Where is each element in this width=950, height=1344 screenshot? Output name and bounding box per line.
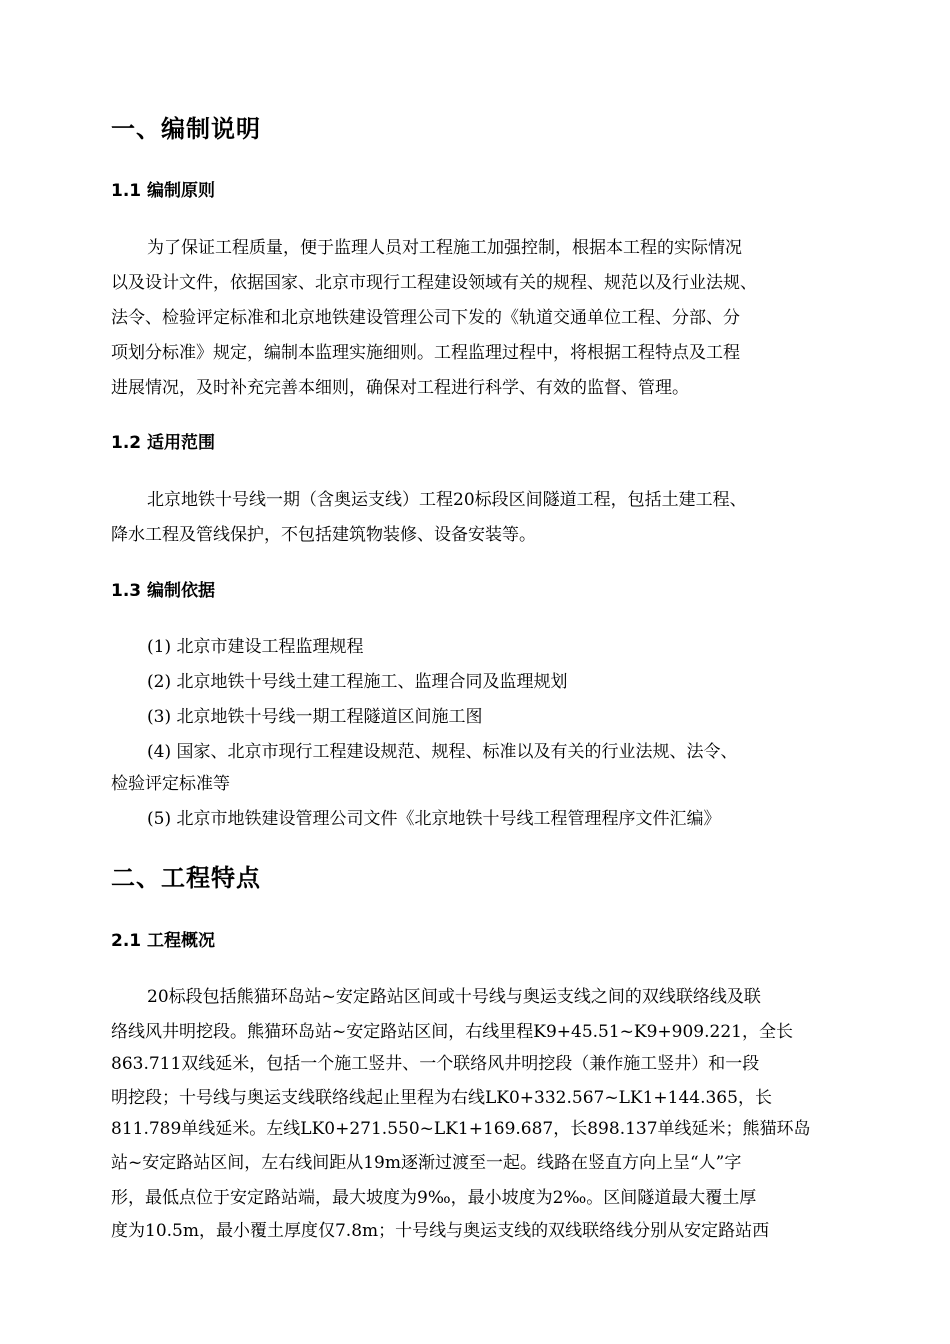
list-item: (2) 北京地铁十号线土建工程施工、监理合同及监理规划 <box>147 672 568 692</box>
paragraph-line: 进展情况，及时补充完善本细则，确保对工程进行科学、有效的监督、管理。 <box>111 378 689 398</box>
paragraph-line: 北京地铁十号线一期（含奥运支线）工程20标段区间隧道工程，包括土建工程、 <box>147 490 747 510</box>
list-item: (1) 北京市建设工程监理规程 <box>147 637 364 657</box>
paragraph-line: 811.789单线延米。左线LK0+271.550~LK1+169.687，长898.137单线延米；熊猫环岛 <box>111 1119 811 1139</box>
paragraph-line: 明挖段；十号线与奥运支线联络线起止里程为右线LK0+332.567~LK1+144.365，长 <box>111 1088 772 1108</box>
paragraph-line: 度为10.5m，最小覆土厚度仅7.8m；十号线与奥运支线的双线联络线分别从安定路站西 <box>111 1221 770 1241</box>
subsection-title-1-3: 1.3 编制依据 <box>111 581 216 601</box>
paragraph-line: 降水工程及管线保护，不包括建筑物装修、设备安装等。 <box>111 525 536 545</box>
paragraph-line: 863.711双线延米，包括一个施工竖井、一个联络风井明挖段（兼作施工竖井）和一段 <box>111 1054 760 1074</box>
paragraph-line: 为了保证工程质量，便于监理人员对工程施工加强控制，根据本工程的实际情况 <box>147 238 742 258</box>
section-title-2: 二、工程特点 <box>111 864 261 892</box>
subsection-title-1-2: 1.2 适用范围 <box>111 433 216 453</box>
list-item: (3) 北京地铁十号线一期工程隧道区间施工图 <box>147 707 483 727</box>
paragraph-line: 站~安定路站区间，左右线间距从19m逐渐过渡至一起。线路在竖直方向上呈“人”字 <box>111 1153 742 1173</box>
list-item: (4) 国家、北京市现行工程建设规范、规程、标准以及有关的行业法规、法令、 <box>147 742 738 762</box>
list-item-continuation: 检验评定标准等 <box>111 774 230 794</box>
section-title-1: 一、编制说明 <box>111 115 261 143</box>
paragraph-line: 形，最低点位于安定路站端，最大坡度为9‰，最小坡度为2‰。区间隧道最大覆土厚 <box>111 1188 757 1208</box>
paragraph-line: 络线风井明挖段。熊猫环岛站~安定路站区间，右线里程K9+45.51~K9+909.221，全长 <box>111 1022 793 1042</box>
paragraph-line: 法令、检验评定标准和北京地铁建设管理公司下发的《轨道交通单位工程、分部、分 <box>111 308 740 328</box>
list-item: (5) 北京市地铁建设管理公司文件《北京地铁十号线工程管理程序文件汇编》 <box>147 809 721 829</box>
paragraph-line: 项划分标准》规定，编制本监理实施细则。工程监理过程中，将根据工程特点及工程 <box>111 343 740 363</box>
paragraph-line: 以及设计文件，依据国家、北京市现行工程建设领域有关的规程、规范以及行业法规、 <box>111 273 757 293</box>
subsection-title-1-1: 1.1 编制原则 <box>111 181 216 201</box>
subsection-title-2-1: 2.1 工程概况 <box>111 931 216 951</box>
paragraph-line: 20标段包括熊猫环岛站~安定路站区间或十号线与奥运支线之间的双线联络线及联 <box>147 987 761 1007</box>
